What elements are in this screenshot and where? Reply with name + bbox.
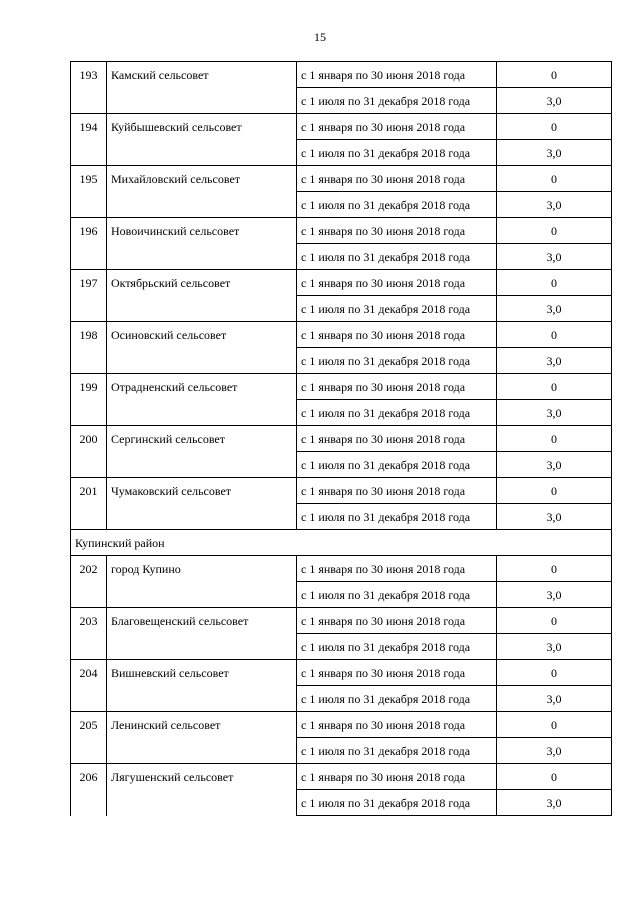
municipality-name: Осиновский сельсовет <box>107 322 297 374</box>
value-cell: 0 <box>497 374 612 400</box>
row-number: 195 <box>71 166 107 218</box>
value-cell: 0 <box>497 322 612 348</box>
municipality-name: Отрадненский сельсовет <box>107 374 297 426</box>
value-cell: 3,0 <box>497 88 612 114</box>
value-cell: 3,0 <box>497 348 612 374</box>
section-row <box>71 530 612 556</box>
value-cell: 0 <box>497 608 612 634</box>
value-cell: 0 <box>497 478 612 504</box>
value-cell: 0 <box>497 270 612 296</box>
value-cell: 3,0 <box>497 790 612 816</box>
value-cell: 0 <box>497 660 612 686</box>
value-cell: 3,0 <box>497 140 612 166</box>
row-number: 203 <box>71 608 107 660</box>
period-cell: с 1 июля по 31 декабря 2018 года <box>297 88 497 114</box>
table-row <box>71 62 612 88</box>
page-number: 15 <box>314 30 326 44</box>
value-cell: 0 <box>497 218 612 244</box>
period-cell: с 1 июля по 31 декабря 2018 года <box>297 452 497 478</box>
municipality-name: Куйбышевский сельсовет <box>107 114 297 166</box>
value-cell: 3,0 <box>497 686 612 712</box>
period-cell: с 1 июля по 31 декабря 2018 года <box>297 634 497 660</box>
table-row <box>71 608 612 634</box>
value-cell: 3,0 <box>497 738 612 764</box>
period-cell: с 1 января по 30 июня 2018 года <box>297 62 497 88</box>
period-cell: с 1 января по 30 июня 2018 года <box>297 660 497 686</box>
row-number: 197 <box>71 270 107 322</box>
period-cell: с 1 июля по 31 декабря 2018 года <box>297 296 497 322</box>
period-cell: с 1 января по 30 июня 2018 года <box>297 114 497 140</box>
period-cell: с 1 июля по 31 декабря 2018 года <box>297 738 497 764</box>
period-cell: с 1 января по 30 июня 2018 года <box>297 426 497 452</box>
period-cell: с 1 июля по 31 декабря 2018 года <box>297 686 497 712</box>
period-cell: с 1 июля по 31 декабря 2018 года <box>297 504 497 530</box>
row-number: 196 <box>71 218 107 270</box>
municipality-name: Лягушенский сельсовет <box>107 764 297 816</box>
row-number: 202 <box>71 556 107 608</box>
period-cell: с 1 января по 30 июня 2018 года <box>297 712 497 738</box>
table-row <box>71 712 612 738</box>
row-number: 201 <box>71 478 107 530</box>
period-cell: с 1 января по 30 июня 2018 года <box>297 608 497 634</box>
period-cell: с 1 июля по 31 декабря 2018 года <box>297 790 497 816</box>
table-row <box>71 426 612 452</box>
value-cell: 3,0 <box>497 452 612 478</box>
value-cell: 3,0 <box>497 192 612 218</box>
period-cell: с 1 июля по 31 декабря 2018 года <box>297 400 497 426</box>
period-cell: с 1 июля по 31 декабря 2018 года <box>297 140 497 166</box>
period-cell: с 1 января по 30 июня 2018 года <box>297 374 497 400</box>
row-number: 193 <box>71 62 107 114</box>
value-cell: 0 <box>497 62 612 88</box>
table-row <box>71 764 612 790</box>
municipality-name: Октябрьский сельсовет <box>107 270 297 322</box>
municipality-name: Сергинский сельсовет <box>107 426 297 478</box>
table-row <box>71 322 612 348</box>
value-cell: 0 <box>497 114 612 140</box>
period-cell: с 1 января по 30 июня 2018 года <box>297 166 497 192</box>
value-cell: 3,0 <box>497 244 612 270</box>
period-cell: с 1 января по 30 июня 2018 года <box>297 478 497 504</box>
municipality-name: Камский сельсовет <box>107 62 297 114</box>
value-cell: 3,0 <box>497 400 612 426</box>
row-number: 200 <box>71 426 107 478</box>
value-cell: 3,0 <box>497 296 612 322</box>
table-row <box>71 218 612 244</box>
value-cell: 0 <box>497 556 612 582</box>
municipality-name: Новоичинский сельсовет <box>107 218 297 270</box>
period-cell: с 1 января по 30 июня 2018 года <box>297 270 497 296</box>
row-number: 205 <box>71 712 107 764</box>
period-cell: с 1 января по 30 июня 2018 года <box>297 764 497 790</box>
period-cell: с 1 июля по 31 декабря 2018 года <box>297 244 497 270</box>
tariff-table <box>70 61 612 816</box>
period-cell: с 1 июля по 31 декабря 2018 года <box>297 582 497 608</box>
value-cell: 0 <box>497 712 612 738</box>
period-cell: с 1 января по 30 июня 2018 года <box>297 322 497 348</box>
municipality-name: город Купино <box>107 556 297 608</box>
table-row <box>71 556 612 582</box>
row-number: 206 <box>71 764 107 816</box>
value-cell: 0 <box>497 166 612 192</box>
value-cell: 0 <box>497 426 612 452</box>
municipality-name: Вишневский сельсовет <box>107 660 297 712</box>
period-cell: с 1 января по 30 июня 2018 года <box>297 556 497 582</box>
municipality-name: Благовещенский сельсовет <box>107 608 297 660</box>
value-cell: 3,0 <box>497 634 612 660</box>
period-cell: с 1 января по 30 июня 2018 года <box>297 218 497 244</box>
table-row <box>71 270 612 296</box>
municipality-name: Чумаковский сельсовет <box>107 478 297 530</box>
row-number: 194 <box>71 114 107 166</box>
row-number: 199 <box>71 374 107 426</box>
period-cell: с 1 июля по 31 декабря 2018 года <box>297 192 497 218</box>
tariff-table-body <box>71 62 612 816</box>
table-row <box>71 374 612 400</box>
period-cell: с 1 июля по 31 декабря 2018 года <box>297 348 497 374</box>
row-number: 204 <box>71 660 107 712</box>
table-row <box>71 166 612 192</box>
table-row <box>71 114 612 140</box>
section-title: Купинский район <box>71 530 612 556</box>
value-cell: 0 <box>497 764 612 790</box>
row-number: 198 <box>71 322 107 374</box>
table-row <box>71 478 612 504</box>
value-cell: 3,0 <box>497 582 612 608</box>
value-cell: 3,0 <box>497 504 612 530</box>
table-row <box>71 660 612 686</box>
municipality-name: Михайловский сельсовет <box>107 166 297 218</box>
municipality-name: Ленинский сельсовет <box>107 712 297 764</box>
